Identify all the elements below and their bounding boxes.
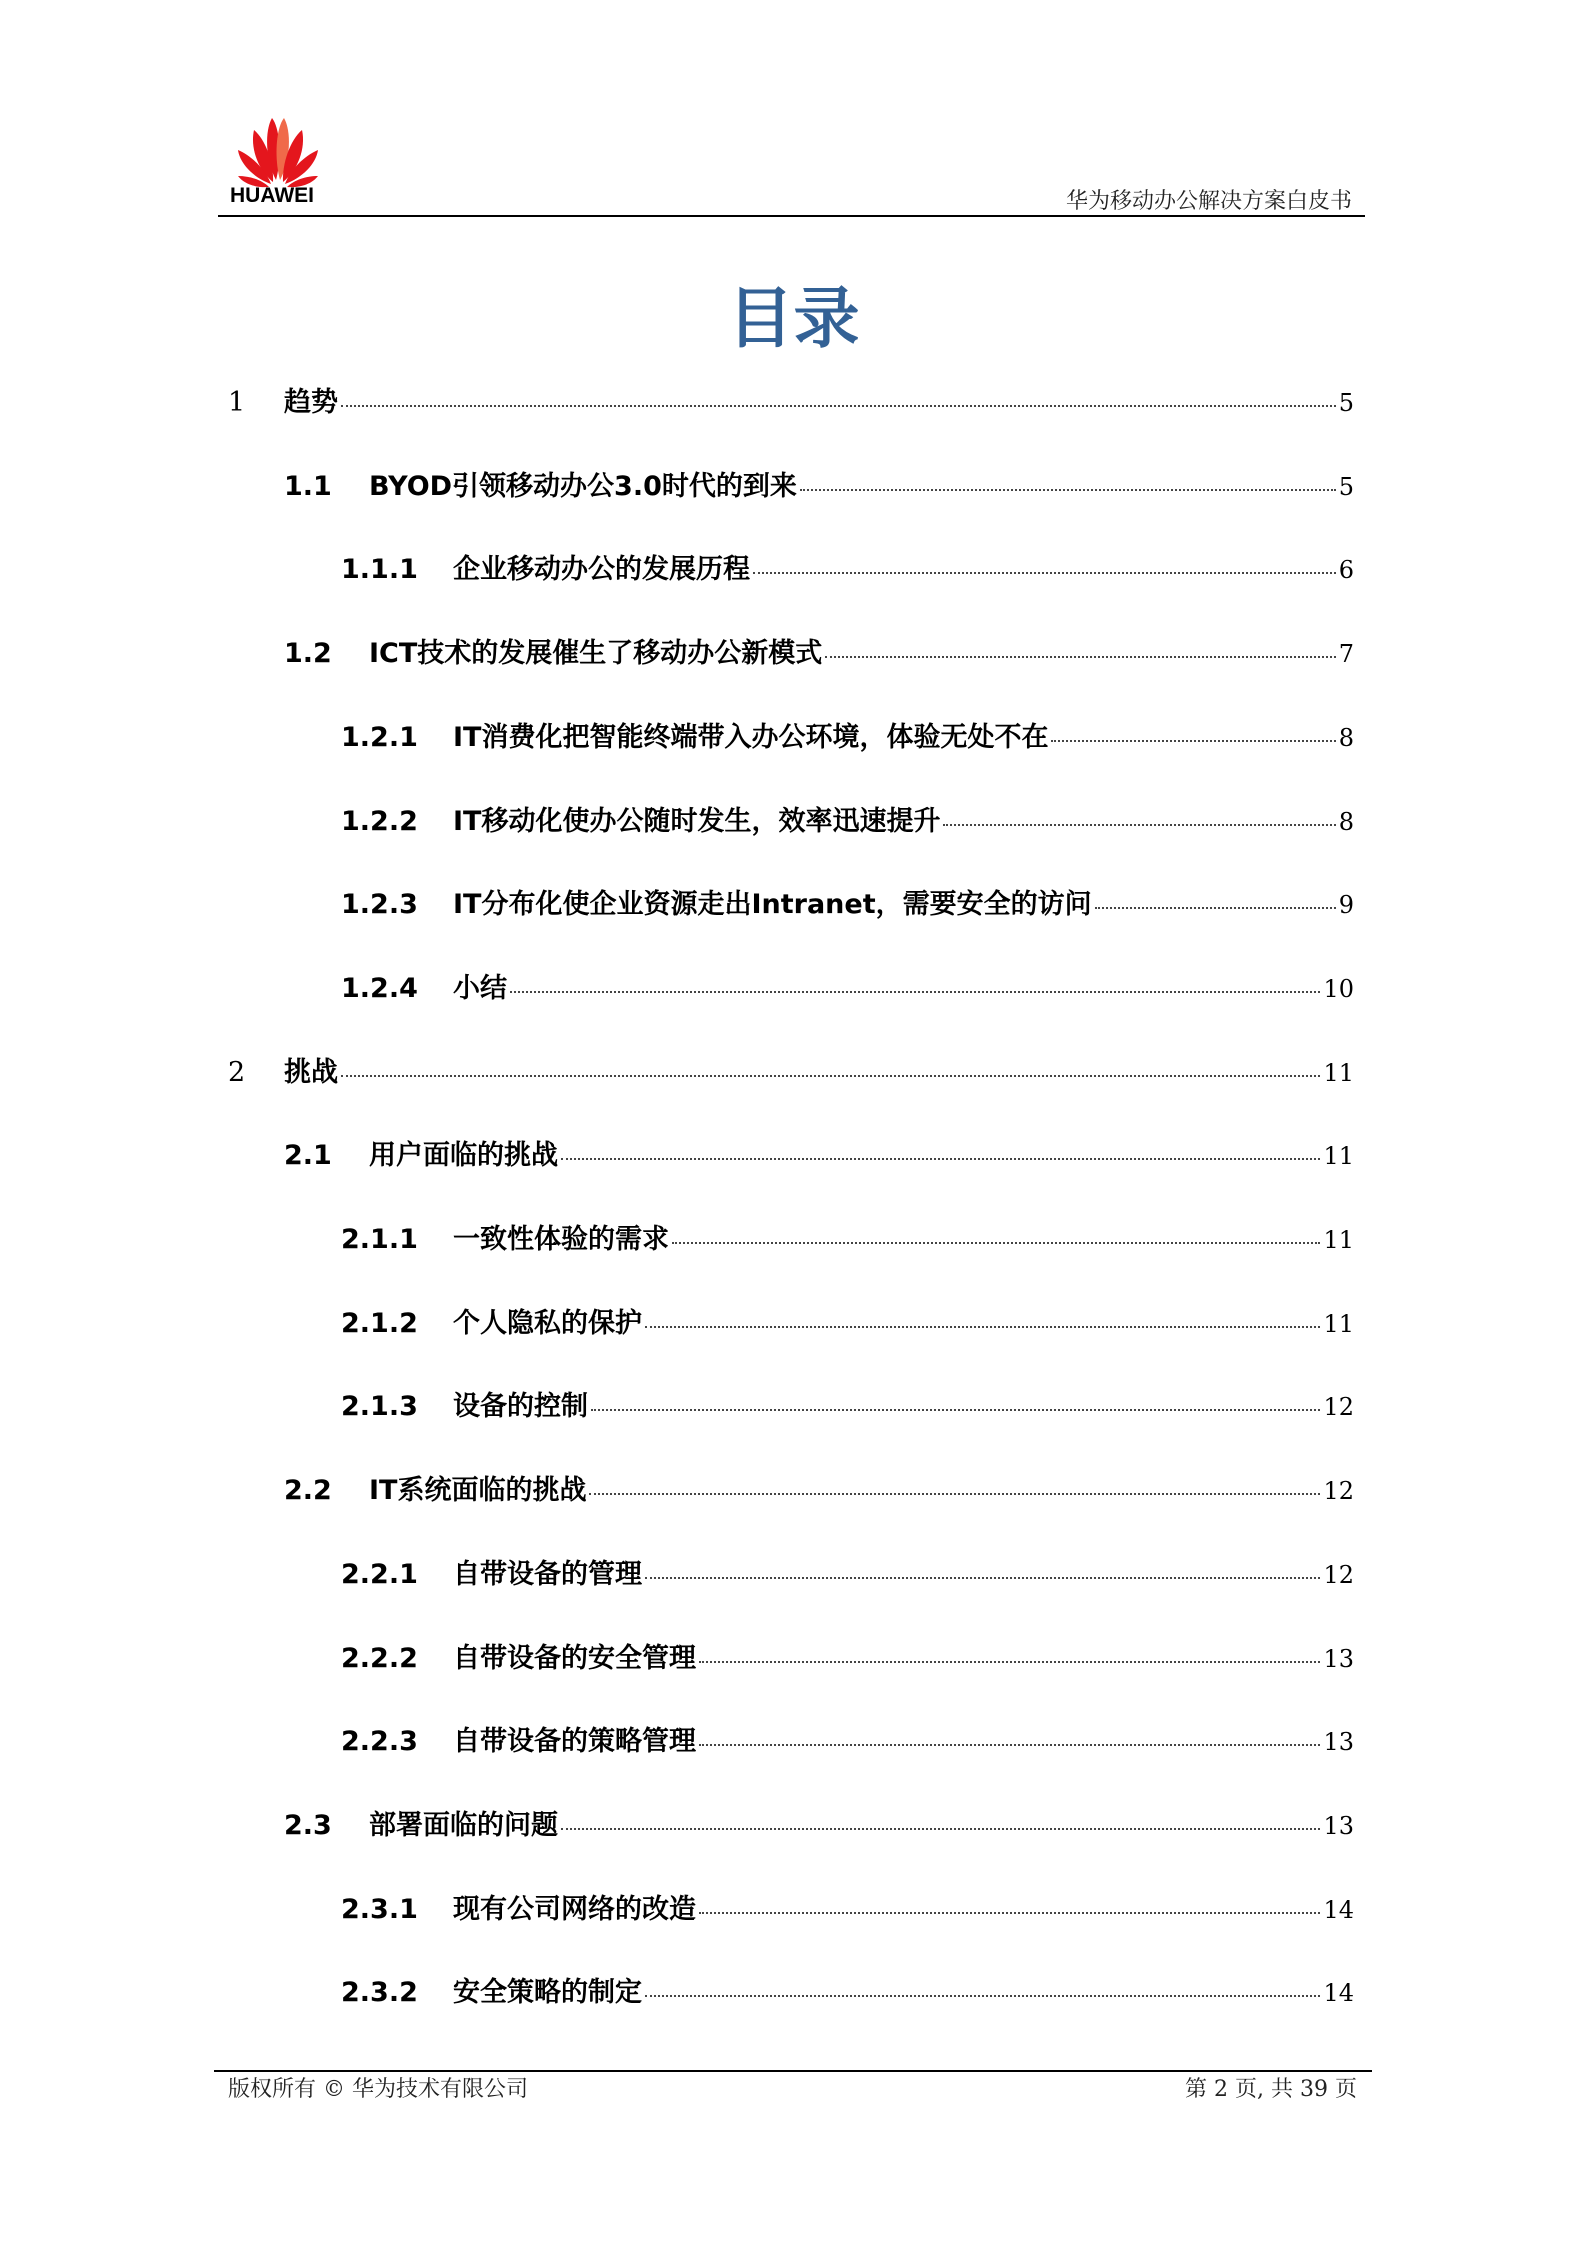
- dot-leader: [1051, 740, 1335, 742]
- toc-entry-number: 2.3.2: [341, 1977, 418, 2009]
- toc-entry[interactable]: [284, 1133, 1354, 1173]
- dot-leader: [589, 1493, 1320, 1495]
- toc-entry[interactable]: [228, 380, 1354, 420]
- toc-entry-page: 14: [1323, 1979, 1354, 2008]
- header-doc-title: 华为移动办公解决方案白皮书: [1065, 189, 1352, 214]
- toc-entry-page: 8: [1338, 723, 1354, 752]
- toc-entry-title: BYOD引领移动办公3.0时代的到来: [369, 470, 797, 502]
- toc-entry-page: 14: [1323, 1895, 1354, 1924]
- toc-entry-title: 自带设备的管理: [453, 1558, 642, 1590]
- toc-entry-title: 挑战: [284, 1056, 338, 1088]
- toc-entry-number: 1: [228, 387, 246, 418]
- dot-leader: [645, 1995, 1320, 1997]
- toc-entry[interactable]: [341, 966, 1354, 1006]
- toc-entry-page: 8: [1338, 807, 1354, 836]
- toc-entry-number: 1.1: [284, 470, 332, 502]
- toc-entry[interactable]: [341, 1217, 1354, 1257]
- dot-leader: [341, 405, 1336, 407]
- dot-leader: [591, 1409, 1320, 1411]
- toc-entry-number: 2.2.2: [341, 1642, 418, 1674]
- dot-leader: [510, 991, 1320, 993]
- toc-entry-title: 自带设备的策略管理: [453, 1726, 696, 1758]
- toc-entry-page: 5: [1338, 472, 1354, 501]
- toc-entry-title: 自带设备的安全管理: [453, 1642, 696, 1674]
- toc-entry-title: 小结: [453, 972, 507, 1004]
- toc-entry-number: 2.2.3: [341, 1726, 418, 1758]
- toc-entry-number: 1.2.1: [341, 721, 418, 753]
- toc-entry[interactable]: [284, 1803, 1354, 1843]
- toc-entry-page: 9: [1338, 891, 1354, 920]
- dot-leader: [645, 1577, 1320, 1579]
- toc-entry-number: 2.3.1: [341, 1893, 418, 1925]
- toc-entry-title: 安全策略的制定: [453, 1977, 642, 2009]
- toc-entry[interactable]: [341, 715, 1354, 755]
- toc-entry-page: 13: [1323, 1728, 1354, 1757]
- toc-entry-page: 12: [1323, 1477, 1354, 1506]
- toc-entry[interactable]: [341, 1636, 1354, 1676]
- toc-entry[interactable]: [341, 882, 1354, 922]
- toc-entry-title: IT分布化使企业资源走出Intranet，需要安全的访问: [453, 889, 1092, 921]
- toc-entry[interactable]: [341, 547, 1354, 587]
- toc-entry[interactable]: [284, 464, 1354, 504]
- toc-entry[interactable]: [341, 1970, 1354, 2010]
- toc-entry-number: 1.2: [284, 638, 332, 670]
- toc-entry-number: 2.1.3: [341, 1391, 418, 1423]
- dot-leader: [943, 824, 1335, 826]
- dot-leader: [825, 656, 1335, 658]
- page-title: 目录: [727, 280, 860, 357]
- dot-leader: [341, 1075, 1320, 1077]
- toc-entry-number: 2: [228, 1056, 246, 1088]
- toc-entry-number: 2.2: [284, 1475, 332, 1507]
- toc-entry-title: 趋势: [284, 387, 338, 418]
- toc-entry[interactable]: [341, 1719, 1354, 1759]
- dot-leader: [753, 572, 1336, 574]
- toc-entry-title: 现有公司网络的改造: [453, 1893, 696, 1925]
- dot-leader: [699, 1912, 1320, 1914]
- toc-entry-title: ICT技术的发展催生了移动办公新模式: [369, 638, 823, 670]
- dot-leader: [561, 1828, 1320, 1830]
- toc-entry-number: 2.3: [284, 1809, 332, 1841]
- toc-entry-page: 12: [1323, 1560, 1354, 1589]
- toc-entry-page: 6: [1338, 556, 1354, 585]
- toc-entry-title: IT系统面临的挑战: [369, 1475, 587, 1507]
- toc-entry-number: 1.1.1: [341, 554, 418, 586]
- toc-entry-title: 一致性体验的需求: [453, 1224, 669, 1255]
- toc-entry-number: 2.1: [284, 1140, 332, 1172]
- dot-leader: [645, 1326, 1320, 1328]
- dot-leader: [699, 1661, 1320, 1663]
- toc-entry-number: 2.1.2: [341, 1307, 418, 1339]
- toc-entry-page: 11: [1323, 1226, 1354, 1254]
- toc-entry[interactable]: [284, 1468, 1354, 1508]
- toc-entry[interactable]: [284, 631, 1354, 671]
- toc-entry-title: 部署面临的问题: [369, 1809, 558, 1841]
- footer-copyright: 版权所有 © 华为技术有限公司: [228, 2077, 528, 2102]
- toc-entry[interactable]: [341, 1887, 1354, 1927]
- toc-entry-page: 11: [1323, 1142, 1354, 1171]
- toc-entry-title: IT移动化使办公随时发生，效率迅速提升: [453, 805, 941, 837]
- toc-entry-title: 设备的控制: [453, 1391, 588, 1423]
- toc-entry-title: 用户面临的挑战: [369, 1140, 558, 1172]
- toc-entry-number: 1.2.3: [341, 889, 418, 921]
- huawei-logo-text: HUAWEI: [230, 184, 314, 207]
- header-divider: [218, 215, 1365, 217]
- toc-entry-page: 5: [1338, 389, 1354, 417]
- toc-entry-number: 1.2.2: [341, 805, 418, 837]
- toc-entry-page: 12: [1323, 1393, 1354, 1422]
- footer-page-info: 第 2 页, 共 39 页: [1185, 2077, 1357, 2102]
- toc-entry-number: 2.1.1: [341, 1224, 418, 1255]
- toc-entry-page: 13: [1323, 1644, 1354, 1673]
- toc-entry-number: 1.2.4: [341, 972, 418, 1004]
- toc-entry-number: 2.2.1: [341, 1558, 418, 1590]
- toc-entry[interactable]: [341, 1384, 1354, 1424]
- toc-entry-title: IT消费化把智能终端带入办公环境，体验无处不在: [453, 721, 1049, 753]
- toc-entry-page: 10: [1323, 974, 1354, 1003]
- toc-entry-title: 个人隐私的保护: [453, 1307, 642, 1339]
- toc-entry-page: 11: [1323, 1309, 1354, 1338]
- dot-leader: [800, 489, 1336, 491]
- toc-entry[interactable]: [341, 799, 1354, 839]
- dot-leader: [561, 1158, 1320, 1160]
- dot-leader: [672, 1242, 1320, 1244]
- toc-entry-page: 7: [1338, 640, 1354, 669]
- toc-entry[interactable]: [341, 1301, 1354, 1341]
- dot-leader: [1095, 907, 1336, 909]
- toc-entry-page: 11: [1323, 1058, 1354, 1087]
- dot-leader: [699, 1744, 1320, 1746]
- toc-entry[interactable]: [228, 1050, 1354, 1090]
- toc-entry-title: 企业移动办公的发展历程: [453, 554, 750, 586]
- toc-entry-page: 13: [1323, 1811, 1354, 1840]
- toc-entry[interactable]: [341, 1552, 1354, 1592]
